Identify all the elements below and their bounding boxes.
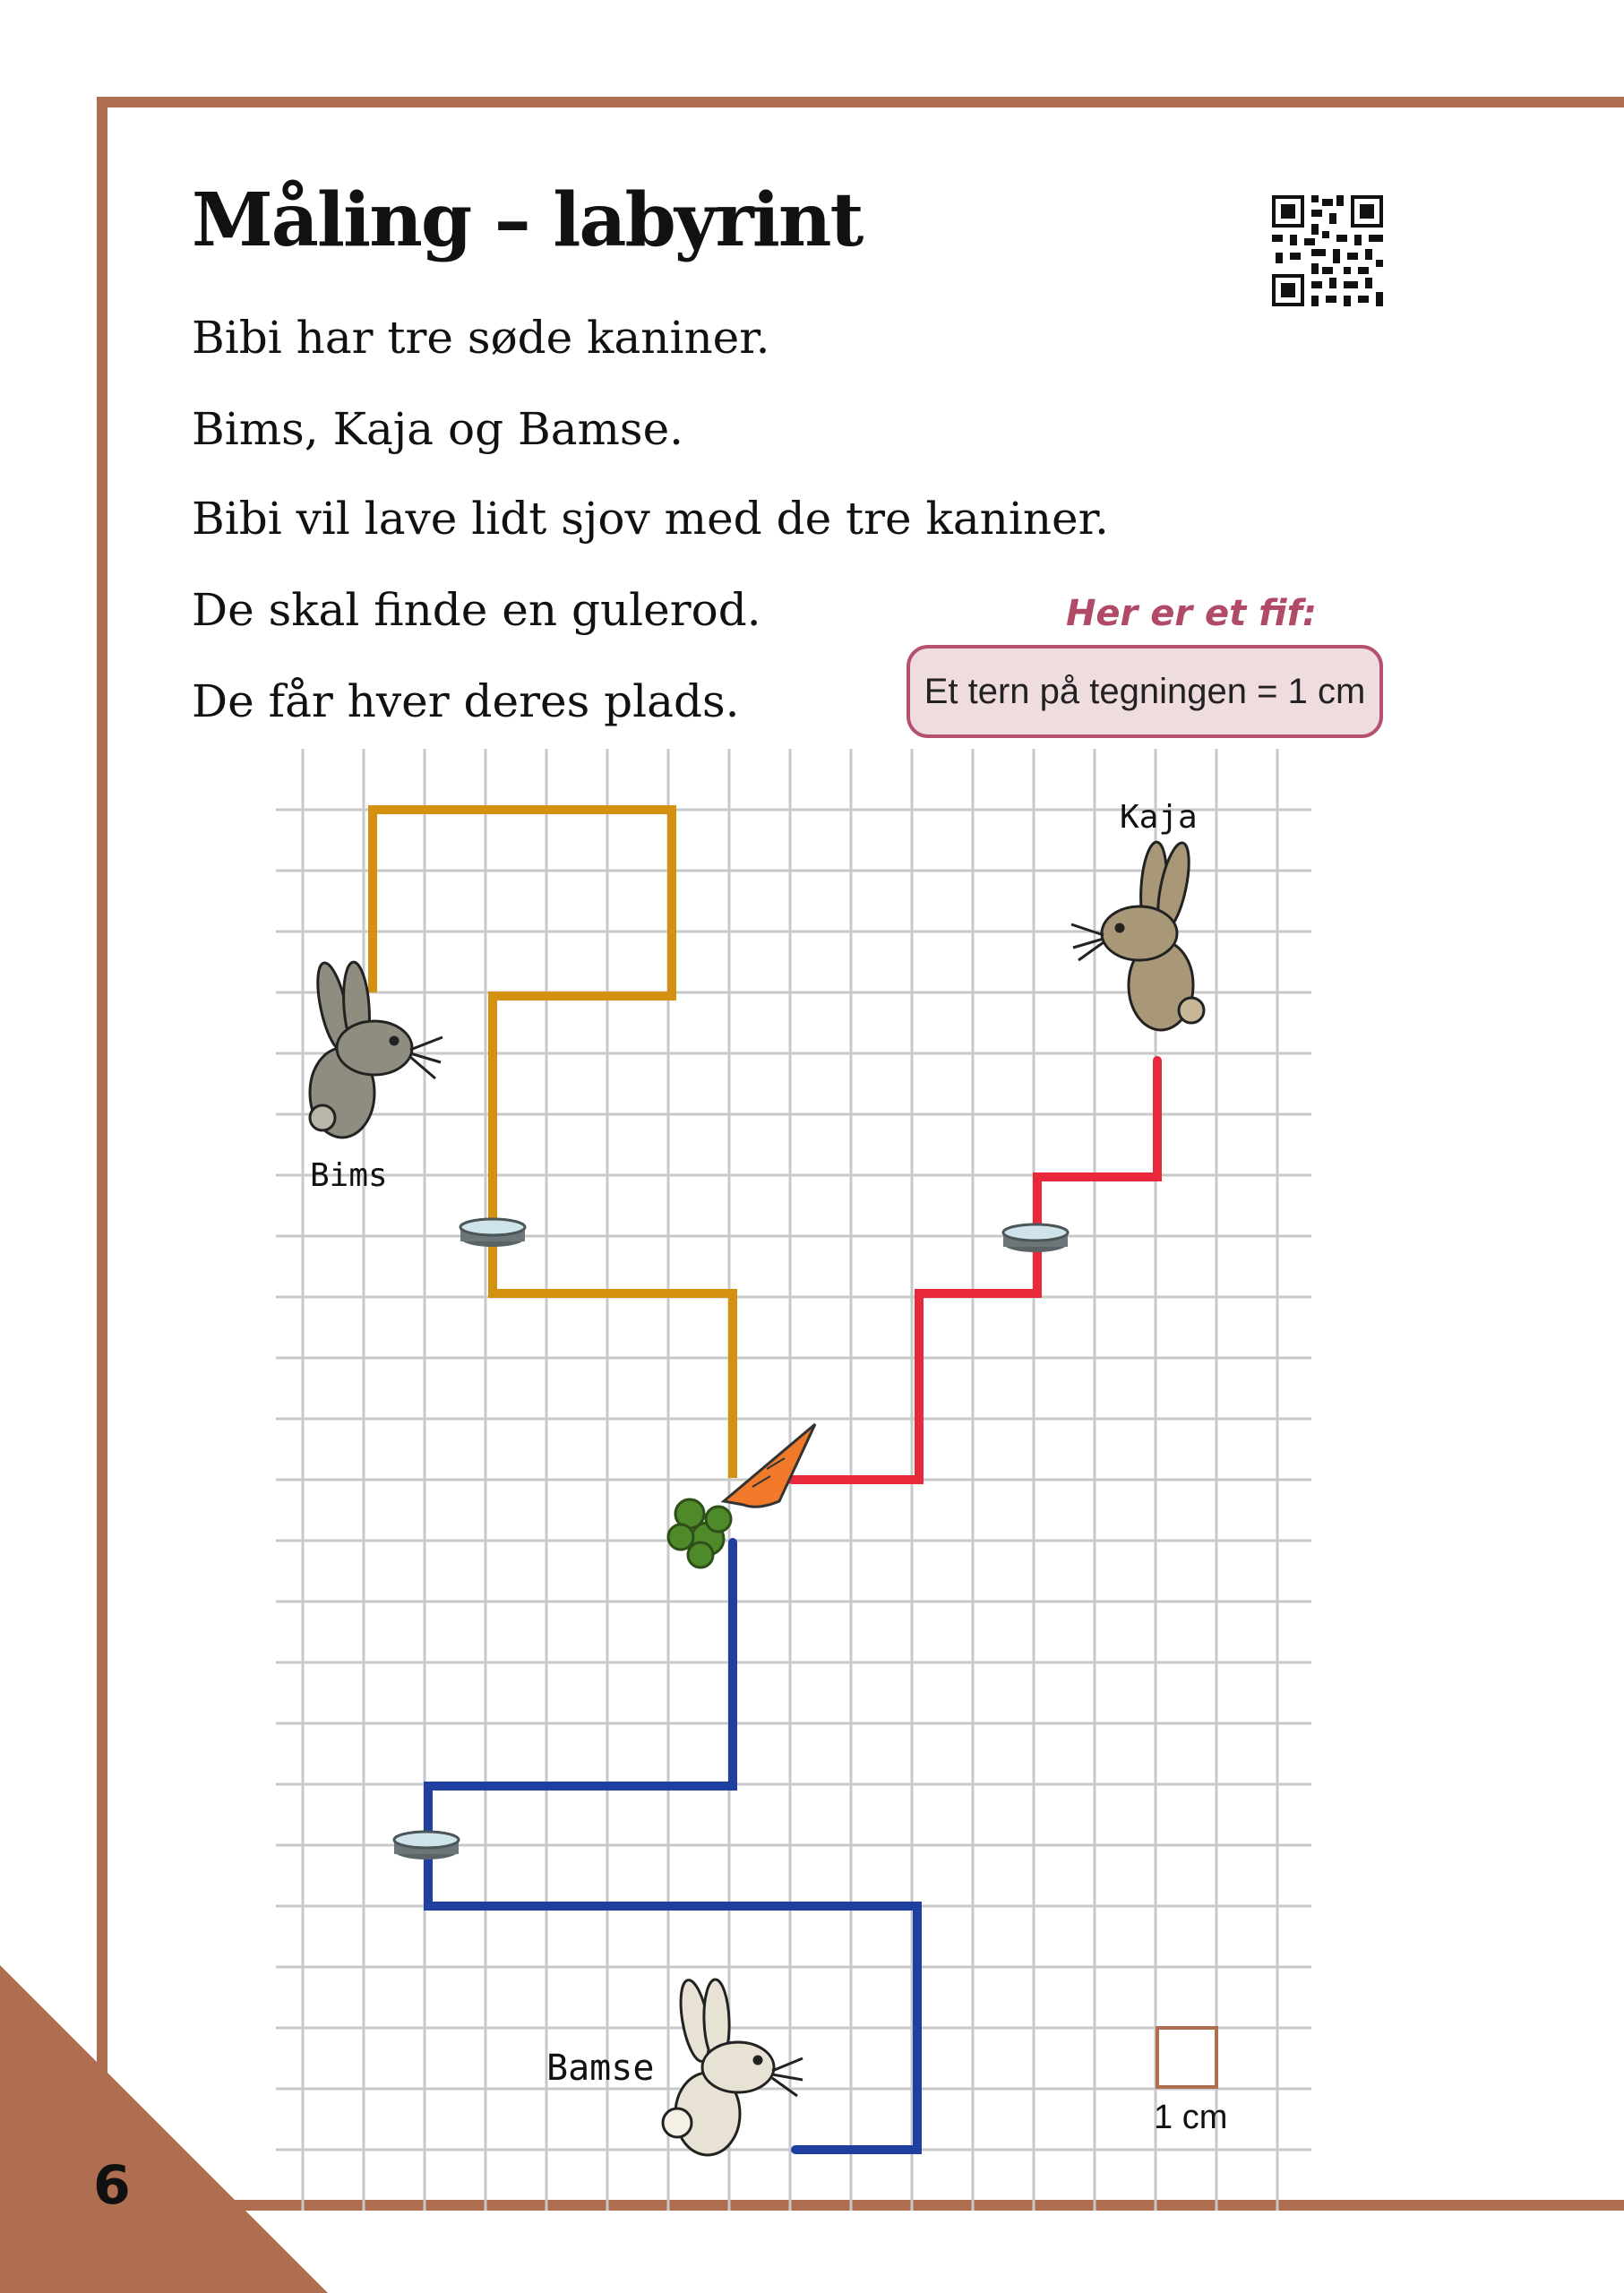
story-line-2: Bims, Kaja og Bamse. xyxy=(192,403,684,455)
corner-triangle xyxy=(0,0,358,2293)
carrot-icon xyxy=(668,1424,815,1567)
story-line-5: De får hver deres plads. xyxy=(192,675,740,727)
story-line-4: De skal finde en gulerod. xyxy=(192,584,761,636)
tip-heading: Her er et fif: xyxy=(1065,593,1318,634)
bims-path xyxy=(373,810,733,1478)
bowl-icon xyxy=(460,1219,525,1247)
story-line-1: Bibi har tre søde kaniner. xyxy=(192,312,770,364)
rabbit-name-bims: Bims xyxy=(310,1157,388,1194)
rabbit-kaja xyxy=(1071,840,1204,1030)
page-number: 6 xyxy=(93,2154,131,2217)
kaja-path xyxy=(792,1061,1157,1480)
rabbit-name-bamse: Bamse xyxy=(546,2048,655,2089)
scale-label: 1 cm xyxy=(1154,2099,1228,2136)
story-line-3: Bibi vil lave lidt sjov med de tre kaniner. xyxy=(192,493,1109,545)
scale-square xyxy=(1157,2028,1216,2087)
tip-text: Et tern på tegningen = 1 cm xyxy=(924,671,1366,711)
page-title: Måling – labyrint xyxy=(192,177,863,263)
rabbit-name-kaja: Kaja xyxy=(1120,799,1198,836)
bowl-icon xyxy=(1003,1224,1068,1252)
rabbit-bamse xyxy=(663,1978,803,2155)
bowl-icon xyxy=(394,1832,459,1859)
